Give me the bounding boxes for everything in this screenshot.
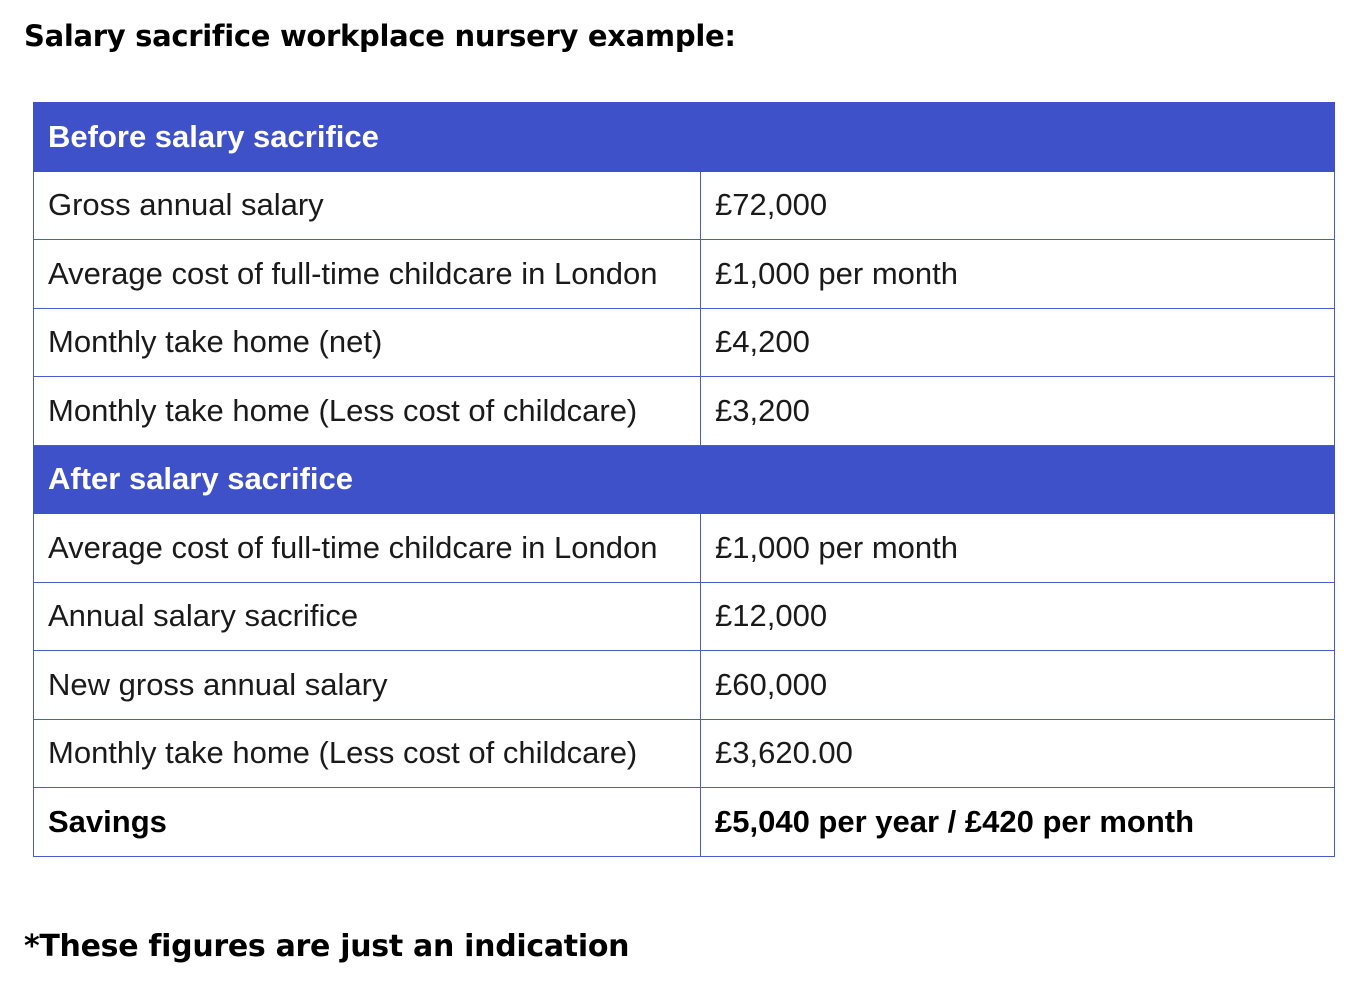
savings-label: Savings — [34, 788, 701, 857]
row-value: £60,000 — [701, 651, 1335, 720]
section-header-label: Before salary sacrifice — [34, 103, 1335, 172]
table-row — [34, 377, 1335, 446]
row-value: £1,000 per month — [701, 240, 1335, 309]
row-value: £3,200 — [701, 377, 1335, 446]
row-label: Annual salary sacrifice — [34, 582, 701, 651]
row-label: Monthly take home (Less cost of childcare) — [34, 377, 701, 446]
table-row — [34, 240, 1335, 309]
row-label: New gross annual salary — [34, 651, 701, 720]
table-row — [34, 719, 1335, 788]
table-row — [34, 171, 1335, 240]
table-row — [34, 514, 1335, 583]
table-row — [34, 308, 1335, 377]
row-value: £1,000 per month — [701, 514, 1335, 583]
footnote: *These figures are just an indication — [24, 929, 630, 964]
row-value: £12,000 — [701, 582, 1335, 651]
row-label: Average cost of full-time childcare in London — [34, 514, 701, 583]
row-value: £4,200 — [701, 308, 1335, 377]
row-value: £3,620.00 — [701, 719, 1335, 788]
row-label: Average cost of full-time childcare in London — [34, 240, 701, 309]
section-header-before — [34, 103, 1335, 172]
savings-row — [34, 788, 1335, 857]
row-label: Gross annual salary — [34, 171, 701, 240]
savings-value: £5,040 per year / £420 per month — [701, 788, 1335, 857]
row-label: Monthly take home (net) — [34, 308, 701, 377]
page-title: Salary sacrifice workplace nursery example: — [24, 19, 736, 53]
row-label: Monthly take home (Less cost of childcare) — [34, 719, 701, 788]
table-row — [34, 582, 1335, 651]
table-row — [34, 651, 1335, 720]
section-header-after — [34, 445, 1335, 514]
section-header-label: After salary sacrifice — [34, 445, 1335, 514]
salary-sacrifice-table — [33, 102, 1335, 857]
row-value: £72,000 — [701, 171, 1335, 240]
